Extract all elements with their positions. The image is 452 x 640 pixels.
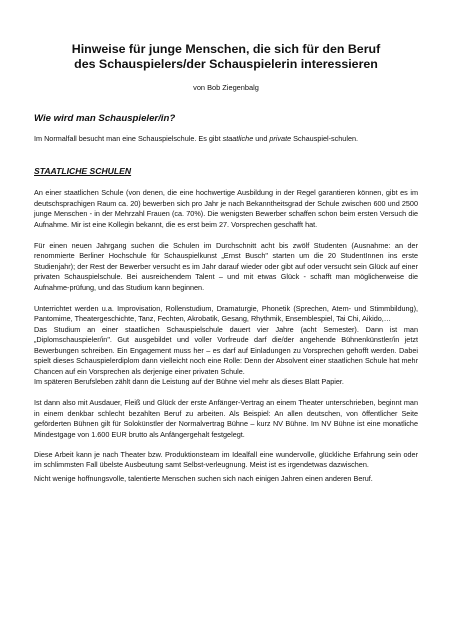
heading-main: Wie wird man Schauspieler/in?	[34, 113, 176, 124]
intro-text-before: Im Normalfall besucht man eine Schauspielschule. Es gibt	[34, 134, 223, 143]
paragraph-study-duration: Das Studium an einer staatlichen Schauspielschule dauert vier Jahre (acht Semester). Dann ist man „Diplomschauspieler/in". Gut ausgebildet und voller Vorfreude darf die/der angehende Bühnenkünstler/in jetzt Bewerbungen schreiben. Ein Engagement muss her – es darf auf Einladungen zu Vorsprechen gehofft werden. Dabei spielt dieses Schauspielerdiplom dann vielleicht noch eine Rolle: Denn der Absolvent einer staatlichen Schule hat mehr Chancen auf ein Vorsprechen als derjenige einer privaten Schule.	[34, 324, 418, 376]
paragraph-new-year: Für einen neuen Jahrgang suchen die Schulen im Durchschnitt acht bis zwölf Studenten (Ausnahme: an der renommierte Berliner Hochschule für Schauspielkunst „Ernst Busch" starten um die 20 StudentInnen ins erste Studienjahr); der Rest der Bewerber versucht es im Jahr darauf wieder oder gibt auf oder versucht sein Glück auf einer privaten Schauspielschule. Bei ausreichendem Talent – und mit etwas Glück - schafft man möglicherweise die Aufnahme-prüfung, und das Studium kann beginnen.	[34, 241, 418, 292]
title-line-1: Hinweise für junge Menschen, die sich für den Beruf	[71, 42, 381, 56]
paragraph-career: Im späteren Berufsleben zählt dann die Leistung auf der Bühne viel mehr als dieses Blatt Papier.	[34, 376, 344, 386]
intro-emphasis-staatliche: staatliche	[222, 134, 254, 143]
title-line-2: des Schauspielers/der Schauspielerin interessieren	[74, 56, 378, 71]
intro-text-after: Schauspiel-schulen.	[291, 134, 359, 143]
paragraph-applicants: An einer staatlichen Schule (von denen, die eine hochwertige Ausbildung in der Regel garantieren können, gibt es im deutschsprachigen Raum ca. 20) bewerben sich pro Jahr je nach Bekanntheitsgrad der Schule zwischen 600 und 2500 junge Menschen - in der Mehrzahl Frauen (ca. 70%). Die wenigsten Bewerber schaffen schon beim ersten Versuch die Aufnahme. Mir ist eine Kollegin bekannt, die es erst beim 27. Vorsprechen geschafft hat.	[34, 188, 418, 229]
paragraph-subjects: Unterrichtet werden u.a. Improvisation, Rollenstudium, Dramaturgie, Phonetik (Sprechen, Atem- und Stimmbildung), Pantomime, Theatergeschichte, Tanz, Fechten, Akrobatik, Gesang, Rhythmik, Ensemblespiel, Tai Chi, Aikido,…	[34, 304, 418, 324]
intro-text-middle: und	[253, 134, 270, 143]
paragraph-experience: Diese Arbeit kann je nach Theater bzw. Produktionsteam im Idealfall eine wundervolle, glückliche Erfahrung sein oder im schlimmsten Fall übelste Ausbeutung samt Selbst-verleugnung. Meist ist es irgendetwas dazwischen.	[34, 449, 418, 470]
heading-staatliche-schulen: STAATLICHE SCHULEN	[34, 166, 132, 177]
intro-emphasis-private: private	[269, 134, 292, 143]
author-line: von Bob Ziegenbalg	[193, 83, 259, 92]
paragraph-contract: Ist dann also mit Ausdauer, Fleiß und Glück der erste Anfänger-Vertrag an einem Theater unterschrieben, beginnt man in einem denkbar schlecht bezahlten Beruf zu arbeiten. Als Beispiel: An allen deutschen, von öffentlicher Seite geförderten Bühnen gilt für Solokünstler der Normalvertrag Bühne – kurz NV Bühne. Im NV Bühne ist eine monatliche Mindestgage von 1.600 EUR brutto als Anfängergehalt festgelegt.	[34, 398, 418, 439]
paragraph-other-career: Nicht wenige hoffnungsvolle, talentierte Menschen suchen sich nach einigen Jahren einen anderen Beruf.	[34, 473, 373, 483]
intro-paragraph	[34, 134, 418, 144]
document-title	[34, 42, 418, 71]
